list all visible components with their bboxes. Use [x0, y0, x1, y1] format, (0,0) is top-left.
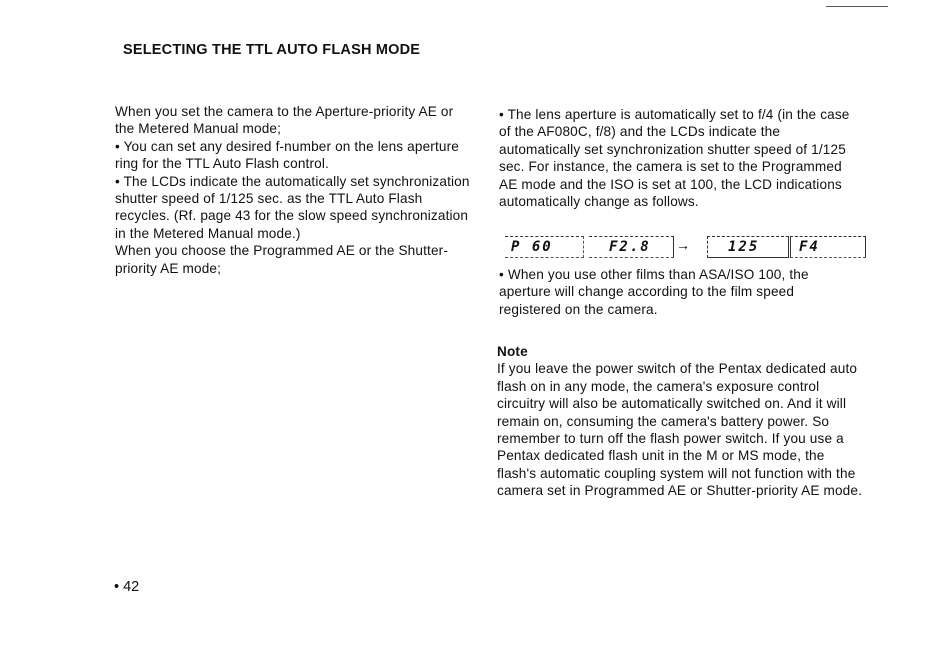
lcd-shutter-after-text: 125	[728, 239, 760, 255]
right-paragraph: • When you use other films than ASA/ISO 100, the aperture will change according to the film speed registered on the camera.	[499, 267, 809, 317]
page-number: • 42	[114, 579, 140, 595]
left-paragraph: • The LCDs indicate the automatically set synchronization shutter speed of 1/125 sec. as the TTL Auto Flash recycles. (Rf. page 43 for the slow speed synchronization in the Metered Manual mode.)	[115, 173, 470, 241]
arrow-right-icon: →	[676, 237, 690, 253]
left-column	[115, 103, 475, 277]
note-body: If you leave the power switch of the Pentax dedicated auto flash on in any mode, the camera's exposure control circuitry will also be automatically switched on. And it will remain on, consuming the camera's battery power. So remember to turn off the flash power switch. If you use a Pentax dedicated flash unit in the M or MS mode, the flash's automatic coupling system will not function with the camera set in Programmed AE or Shutter-priority AE mode.	[497, 361, 863, 499]
lcd-aperture-after	[790, 236, 866, 258]
lcd-shutter-before-text: P 60	[511, 239, 553, 255]
right-column	[499, 106, 859, 210]
lcd-aperture-before	[589, 236, 674, 258]
lcd-aperture-before-text: F2.8	[609, 239, 651, 255]
note-block	[497, 343, 867, 500]
lcd-aperture-after-text: F4	[799, 239, 820, 255]
left-paragraph: When you set the camera to the Aperture-priority AE or the Metered Manual mode;	[115, 104, 454, 137]
left-paragraph: • You can set any desired f-number on the lens aperture ring for the TTL Auto Flash control.	[115, 138, 460, 172]
corner-rule	[826, 6, 888, 7]
right-column-continued	[499, 266, 859, 318]
note-title: Note	[497, 344, 528, 359]
left-paragraph: When you choose the Programmed AE or the Shutter-priority AE mode;	[115, 243, 449, 276]
lcd-indication-sequence	[503, 234, 865, 260]
lcd-shutter-before	[505, 236, 584, 258]
section-heading: SELECTING THE TTL AUTO FLASH MODE	[123, 42, 421, 58]
lcd-shutter-after	[707, 236, 789, 258]
right-paragraph: • The lens aperture is automatically set to f/4 (in the case of the AF080C, f/8) and the LCDs indicate the automatically set synchronization shutter speed of 1/125 sec. For instance, the camera is set to the Programmed AE mode and the ISO is set at 100, the LCD indications automatically change as follows.	[499, 107, 850, 210]
